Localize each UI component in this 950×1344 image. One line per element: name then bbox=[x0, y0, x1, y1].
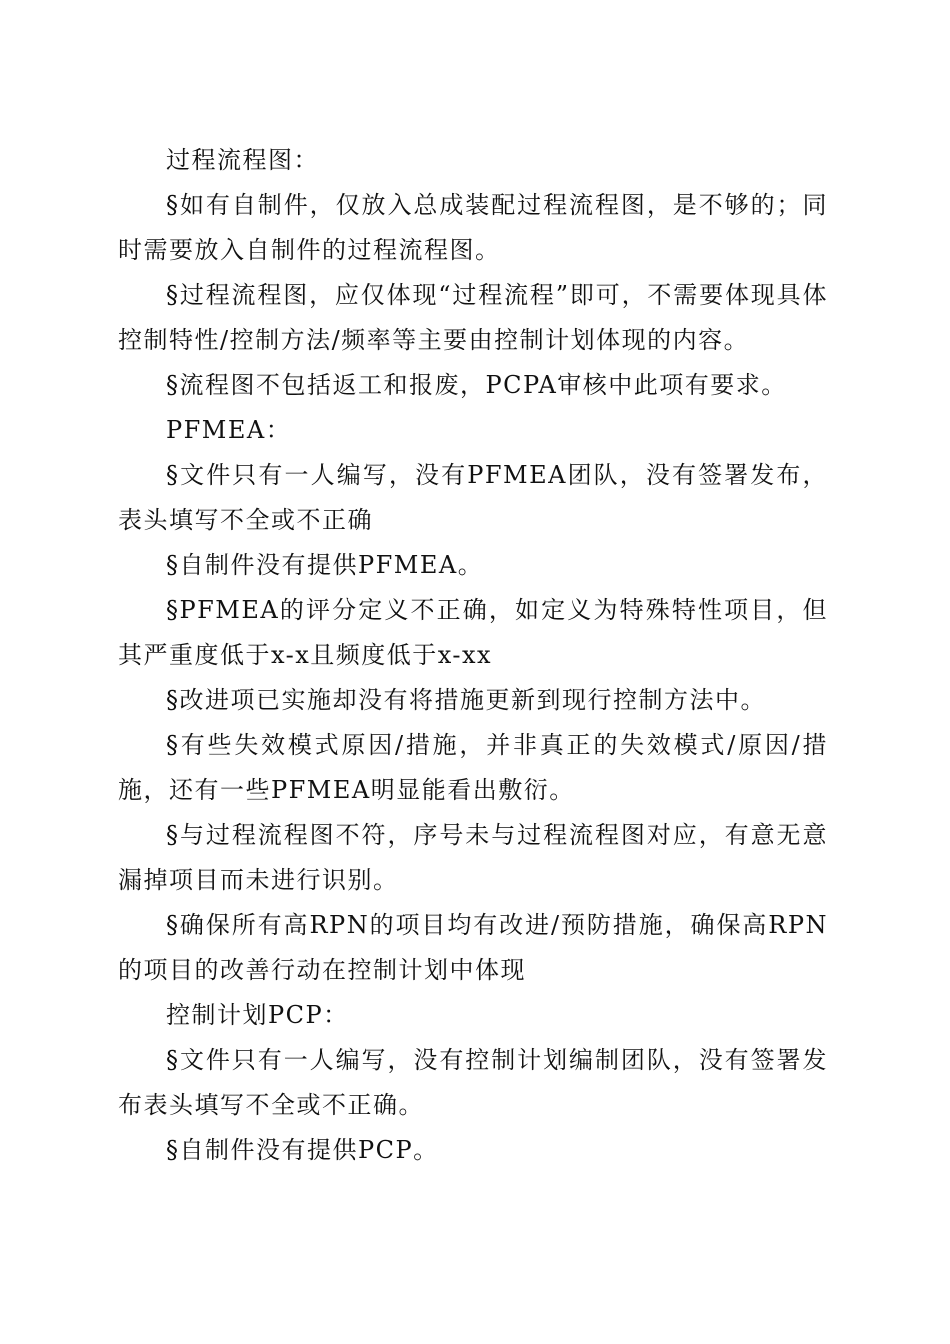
paragraph: §确保所有高RPN的项目均有改进/预防措施，确保高RPN的项目的改善行动在控制计划中体现 bbox=[118, 911, 828, 984]
section-heading-control-plan: 控制计划PCP： bbox=[166, 1001, 349, 1029]
paragraph: §流程图不包括返工和报废，PCPA审核中此项有要求。 bbox=[166, 371, 787, 399]
paragraph: §改进项已实施却没有将措施更新到现行控制方法中。 bbox=[166, 686, 766, 714]
paragraph: §有些失效模式原因/措施，并非真正的失效模式/原因/措施，还有一些PFMEA明显能看出敷衍。 bbox=[118, 731, 828, 804]
paragraph: §文件只有一人编写，没有PFMEA团队，没有签署发布，表头填写不全或不正确 bbox=[118, 461, 828, 534]
paragraph: §自制件没有提供PFMEA。 bbox=[166, 551, 484, 579]
paragraph: §过程流程图，应仅体现“过程流程”即可，不需要体现具体控制特性/控制方法/频率等主要由控制计划体现的内容。 bbox=[118, 281, 828, 354]
paragraph: §自制件没有提供PCP。 bbox=[166, 1136, 439, 1164]
paragraph: §如有自制件，仅放入总成装配过程流程图，是不够的；同时需要放入自制件的过程流程图。 bbox=[118, 191, 828, 264]
section-heading-pfmea: PFMEA： bbox=[166, 416, 292, 444]
document-body bbox=[118, 138, 828, 1173]
paragraph: §与过程流程图不符，序号未与过程流程图对应，有意无意漏掉项目而未进行识别。 bbox=[118, 821, 828, 894]
section-heading-process-flow: 过程流程图： bbox=[166, 146, 319, 174]
paragraph: §PFMEA的评分定义不正确，如定义为特殊特性项目，但其严重度低于x-x且频度低于x-xx bbox=[118, 596, 828, 669]
paragraph: §文件只有一人编写，没有控制计划编制团队，没有签署发布表头填写不全或不正确。 bbox=[118, 1046, 828, 1119]
